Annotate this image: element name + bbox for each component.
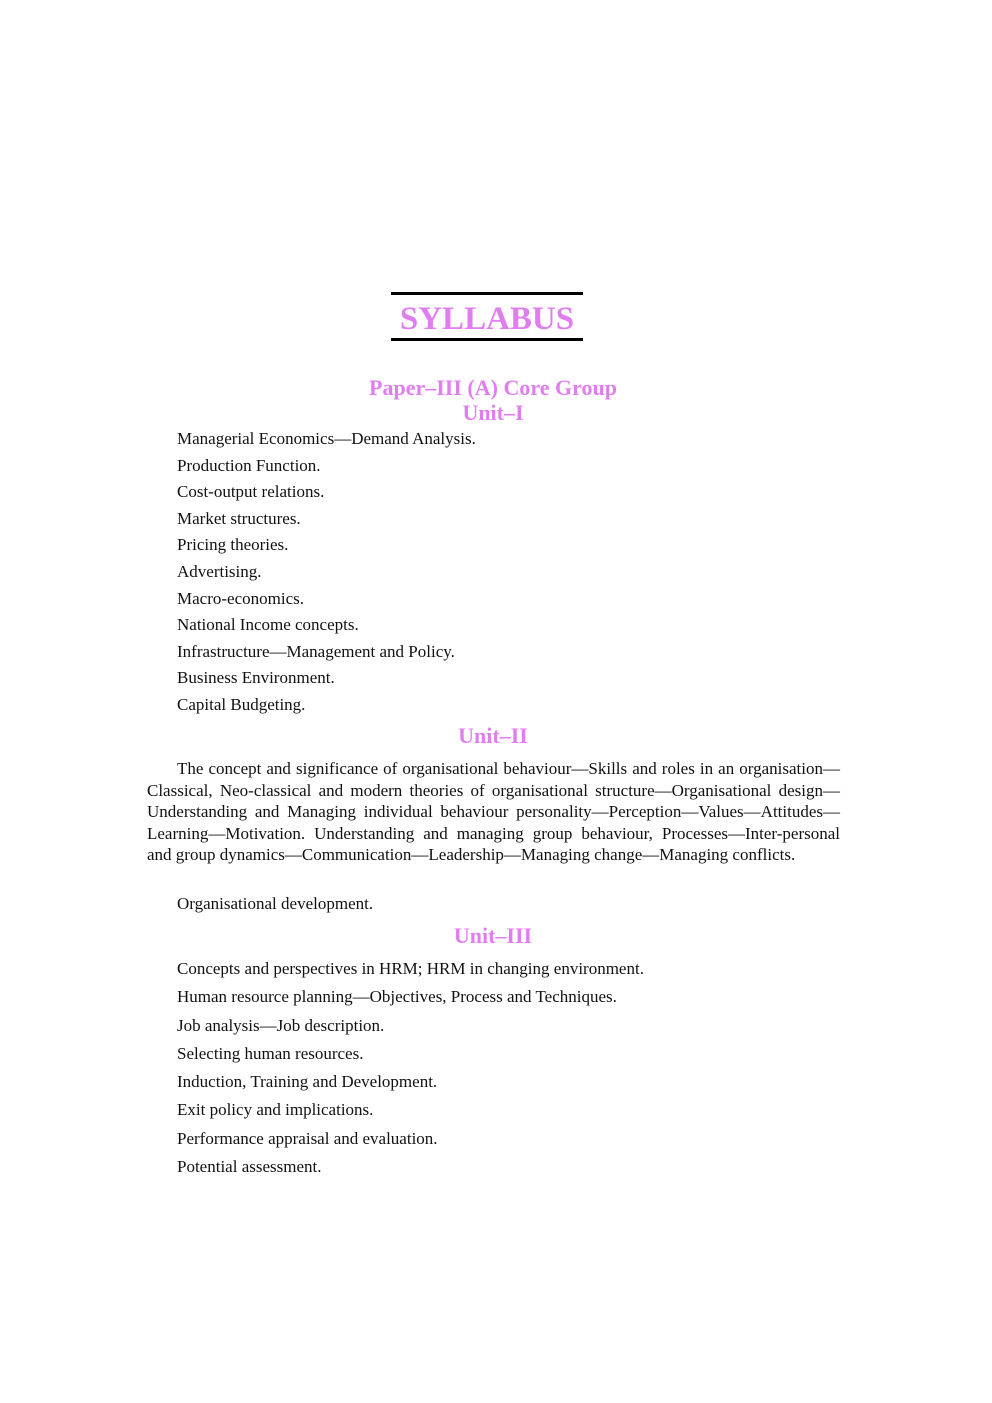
title-top-rule xyxy=(391,292,583,295)
list-item: Macro-economics. xyxy=(177,588,304,608)
list-item: Potential assessment. xyxy=(177,1157,322,1177)
list-item: National Income concepts. xyxy=(177,615,359,635)
list-item: Managerial Economics—Demand Analysis. xyxy=(177,429,476,448)
title-bottom-rule xyxy=(391,338,583,341)
list-item: Induction, Training and Development. xyxy=(177,1072,438,1092)
list-item: Exit policy and implications. xyxy=(177,1100,374,1120)
list-item: Job analysis—Job description. xyxy=(177,1015,385,1035)
unit-2-closing: Organisational development. xyxy=(177,894,374,913)
list-item: Cost-output relations. xyxy=(177,482,325,502)
unit-1-list xyxy=(177,426,476,719)
list-item: Pricing theories. xyxy=(177,535,289,555)
unit-1-heading: Unit–I xyxy=(462,400,524,425)
list-item: Human resource planning—Objectives, Process and Techniques. xyxy=(177,987,617,1007)
list-item: Capital Budgeting. xyxy=(177,694,306,714)
list-item: Business Environment. xyxy=(177,668,335,688)
unit-2-paragraph: The concept and significance of organisational behaviour—Skills and roles in an organisation—Classical, Neo-classical and modern theories of organisational structure—Organisational design—Understanding and Managing individual behaviour personality—Perception—Values—Attitudes—Learning—Motivation. Understanding and managing group behaviour, Processes—Inter-personal and group dynamics—Communication—Leadership—Managing change—Managing conflicts. xyxy=(147,759,840,865)
list-item: Infrastructure—Management and Policy. xyxy=(177,641,455,661)
list-item: Production Function. xyxy=(177,455,321,475)
list-item: Concepts and perspectives in HRM; HRM in changing environment. xyxy=(177,959,644,978)
page-title: SYLLABUS xyxy=(399,301,575,337)
paper-heading: Paper–III (A) Core Group xyxy=(369,375,617,400)
list-item: Market structures. xyxy=(177,508,301,528)
list-item: Selecting human resources. xyxy=(177,1043,364,1063)
unit-3-list xyxy=(177,955,644,1181)
list-item: Advertising. xyxy=(177,561,262,581)
unit-3-heading: Unit–III xyxy=(453,923,533,948)
unit-2-heading: Unit–II xyxy=(458,723,528,748)
list-item: Performance appraisal and evaluation. xyxy=(177,1128,438,1148)
